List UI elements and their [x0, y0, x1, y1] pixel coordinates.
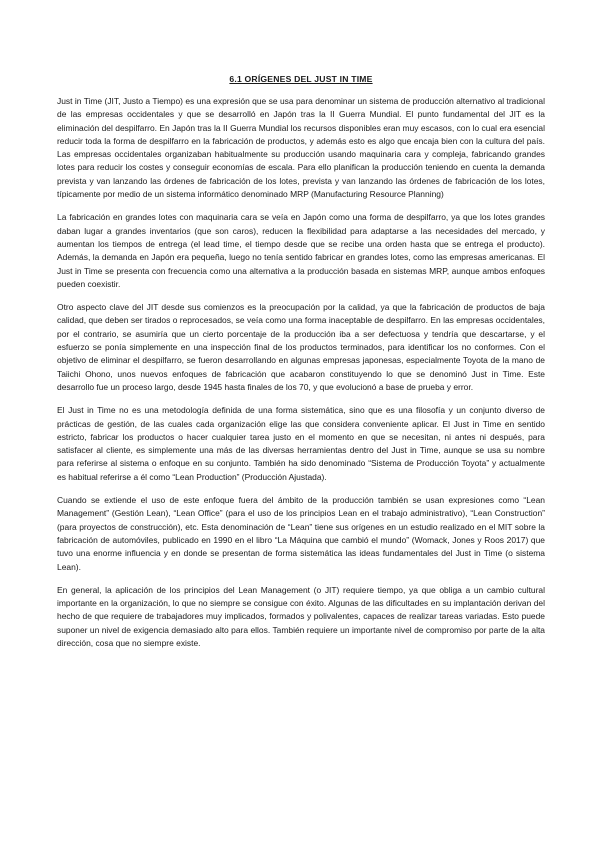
- section-title: 6.1 ORÍGENES DEL JUST IN TIME: [229, 74, 373, 84]
- paragraph-1: Just in Time (JIT, Justo a Tiempo) es una expresión que se usa para denominar un sistema de producción alternativo al tradicional de las empresas occidentales y que se desarrolló en Japón tras la II Guerra Mundial. El punto fundamental del JIT es la eliminación del despilfarro. En Japón tras la II Guerra Mundial los recursos disponibles eran muy escasos, con lo cual era esencial reducir toda la forma de despilfarro en la fabricación de productos, y además esto es algo que encaja bien con la cultura del país. Las empresas occidentales organizaban habitualmente su producción usando maquinaria cara y compleja, fabricando grandes lotes para reducir los costes y conseguir economías de escala. Para ello planifican la producción teniendo en cuenta la demanda prevista y van lanzando las órdenes de fabricación de los lotes, prevista y van lanzando las órdenes de fabricación de los lotes, típicamente por medio de un sistema informático denominado MRP (Manufacturing Resource Planning): [57, 96, 545, 200]
- paragraph-5: Cuando se extiende el uso de este enfoque fuera del ámbito de la producción también se usan expresiones como “Lean Management” (Gestión Lean), “Lean Office” (para el uso de los principios Lean en el trabajo administrativo), “Lean Construction” (para proyectos de construcción), etc. Esta denominación de “Lean” tiene sus orígenes en un estudio realizado en el MIT sobre la fabricación de automóviles, publicado en 1990 en el libro “La Máquina que cambió el mundo” (Womack, Jones y Roos 2017) que tuvo una enorme influencia y en donde se presentan de forma sistemática las ideas fundamentales del Just in Time (o sistema Lean).: [57, 495, 545, 572]
- paragraph-3: Otro aspecto clave del JIT desde sus comienzos es la preocupación por la calidad, ya que la fabricación de productos de baja calidad, que deben ser tirados o reprocesados, se veía como una forma inaceptable de despilfarro. En las empresas occidentales, por el contrario, se asumiría que un cierto porcentaje de la producción iba a ser defectuosa y tendría que descartarse, y el esfuerzo se ponía simplemente en una inspección final de los productos terminados, para identificar los no conformes. Con el objetivo de eliminar el despilfarro, se fueron desarrollando en algunas empresas japonesas, especialmente Toyota de la mano de Taiichi Ohono, unos nuevos enfoques de fabricación que acabaron constituyendo lo que se denominó Just in Time. Este desarrollo fue un proceso largo, desde 1945 hasta finales de los 70, y que evolucionó a base de prueba y error.: [57, 302, 545, 392]
- paragraph-2: La fabricación en grandes lotes con maquinaria cara se veía en Japón como una forma de despilfarro, ya que los lotes grandes daban lugar a grandes inventarios (que son caros), reducen la flexibilidad para adaptarse a las necesidades del mercado, y aumentan los tiempos de entrega (el lead time, el tiempo desde que se recibe una orden hasta que se entrega el producto). Además, la demanda en Japón era pequeña, luego no tenía sentido fabricar en grandes lotes, como las empresas americanas. El Just in Time se presenta con frecuencia como una alternativa a la producción basada en sistemas MRP, aunque ambos enfoques pueden coexistir.: [57, 212, 545, 289]
- paragraph-4: El Just in Time no es una metodología definida de una forma sistemática, sino que es una filosofía y un conjunto diverso de prácticas de gestión, de las cuales cada organización elige las que considera conveniente aplicar. El Just in Time en sentido estricto, fabricar los productos o hacer cualquier tarea justo en el momento en que se necesitan, ni antes ni después, para satisfacer al cliente, es simplemente una más de las diversas herramientas dentro del Just in Time, aunque se usa su nombre para referirse al sistema o enfoque en su conjunto. También ha sido denominado “Sistema de Producción Toyota” y actualmente es habitual referirse a él como “Lean Production” (Producción Ajustada).: [57, 405, 545, 482]
- paragraph-6: En general, la aplicación de los principios del Lean Management (o JIT) requiere tiempo, ya que obliga a un cambio cultural importante en la organización, lo que no siempre se consigue con éxito. Algunas de las dificultades en su implantación derivan del hecho de que requiere de trabajadores muy implicados, formados y polivalentes, capaces de realizar tareas variadas. Esto puede suponer un nivel de exigencia demasiado alto para ellos. También requiere un importante nivel de compromiso por parte de la alta dirección, cosa que no siempre existe.: [57, 584, 545, 648]
